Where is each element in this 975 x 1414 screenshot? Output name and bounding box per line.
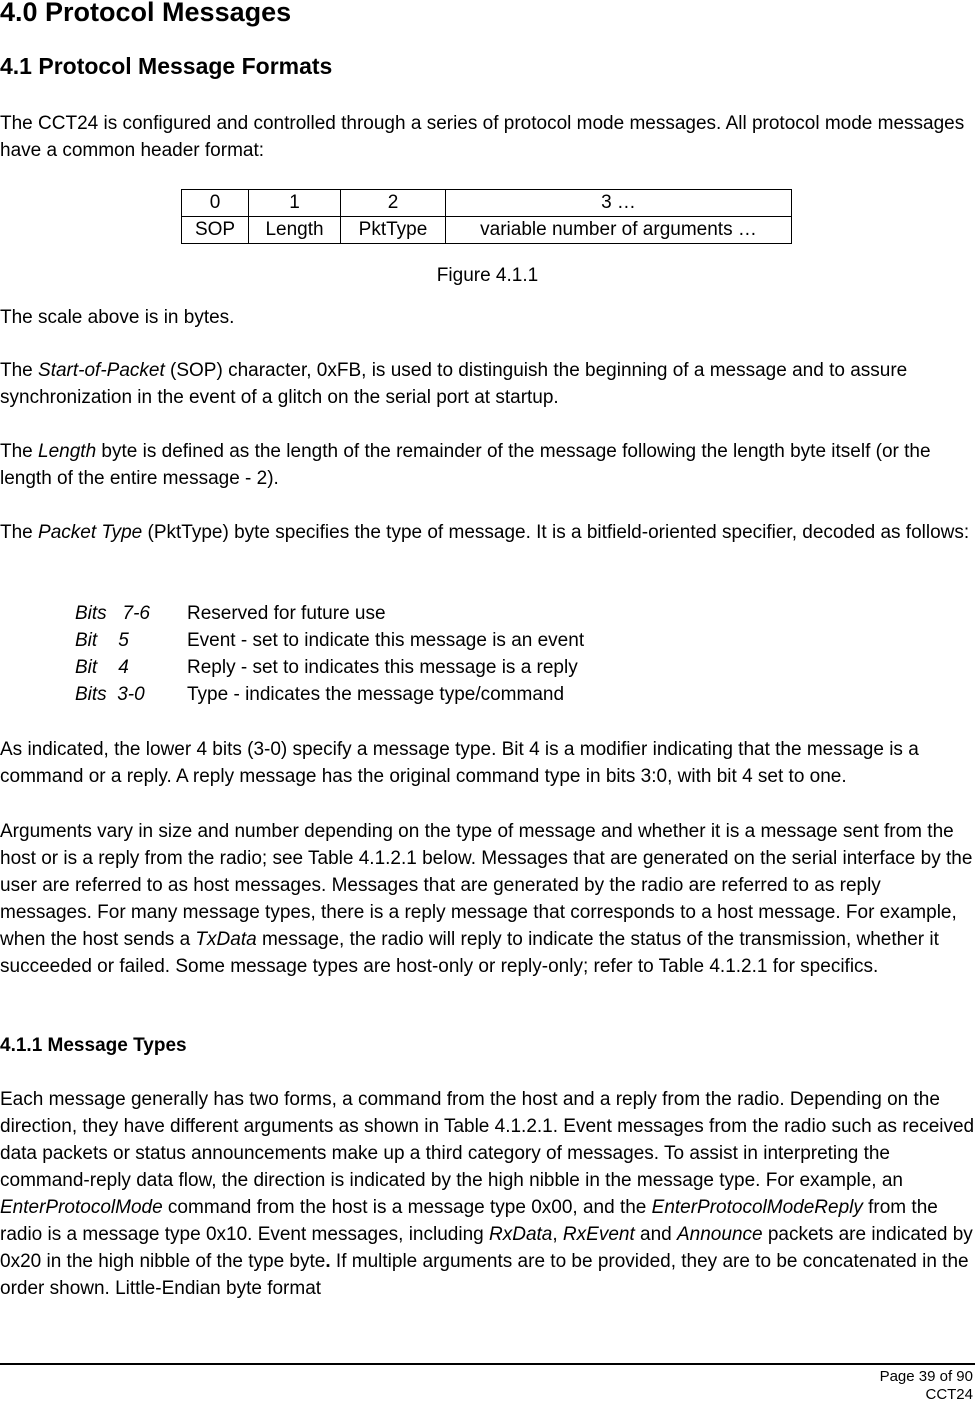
types-bold-period: .: [325, 1251, 331, 1272]
field-name-row: [182, 217, 792, 244]
types-text: ,: [552, 1224, 563, 1245]
scale-note: The scale above is in bytes.: [0, 307, 235, 328]
types-text: and: [634, 1224, 677, 1245]
types-text: command from the host is a message type 0x00, and the: [162, 1197, 652, 1218]
types-text: from the radio is a message type 0x10. Event messages, including: [0, 1197, 938, 1245]
field-name-cell: variable number of arguments …: [446, 217, 792, 244]
args-text-post: message, the radio will reply to indicate the status of the transmission, whether it succeeded or failed. Some message types are host-only or reply-only; refer to Table 4.1.2.1 for specifics.: [0, 929, 939, 977]
byte-index-cell: 2: [341, 190, 446, 217]
bitfield-desc: Reserved for future use: [187, 603, 386, 624]
message-types-paragraph: [0, 1086, 975, 1302]
page-footer: [880, 1368, 973, 1404]
pkttype-text-pre: The: [0, 522, 39, 543]
arguments-paragraph: [0, 818, 975, 980]
length-term: Length: [38, 441, 97, 462]
pkttype-term: Packet Type: [38, 522, 143, 543]
length-paragraph: [0, 438, 975, 492]
bitfield-desc: Event - set to indicate this message is an event: [187, 630, 585, 651]
length-text-pre: The: [0, 441, 39, 462]
document-id: CCT24: [925, 1386, 973, 1403]
bitfield-list: [75, 600, 584, 708]
sop-text-pre: The: [0, 360, 39, 381]
subsection-heading: 4.1 Protocol Message Formats: [0, 53, 333, 79]
sop-text-post: (SOP) character, 0xFB, is used to distinguish the beginning of a message and to assure synchronization in the event of a glitch on the serial port at startup.: [0, 360, 908, 408]
bitfield-desc: Type - indicates the message type/command: [187, 684, 565, 705]
bitfield-desc: Reply - set to indicates this message is a reply: [187, 657, 578, 678]
types-term: EnterProtocolMode: [0, 1197, 163, 1218]
txdata-term: TxData: [195, 929, 257, 950]
sop-term: Start-of-Packet: [38, 360, 165, 381]
bitfield-row: [75, 600, 584, 627]
figure-caption: Figure 4.1.1: [436, 265, 539, 286]
pkttype-text-post: (PktType) byte specifies the type of message. It is a bitfield-oriented specifier, decoded as follows:: [142, 522, 970, 543]
sop-paragraph: [0, 357, 975, 411]
types-text: packets are indicated by 0x20 in the high nibble of the type byte: [0, 1224, 973, 1272]
types-term: EnterProtocolModeReply: [651, 1197, 863, 1218]
bitfield-bits: Bit 5: [75, 630, 129, 651]
indicated-paragraph: As indicated, the lower 4 bits (3-0) specify a message type. Bit 4 is a modifier indicating that the message is a command or a reply. A reply message has the original command type in bits 3:0, with bit 4 set to one.: [0, 739, 919, 787]
page-number: Page 39 of 90: [879, 1368, 973, 1385]
byte-index-cell: 3 …: [446, 190, 792, 217]
bitfield-bits: Bits 3-0: [75, 684, 145, 705]
field-name-cell: SOP: [182, 217, 249, 244]
byte-index-row: [182, 190, 792, 217]
bitfield-row: [75, 627, 584, 654]
subsubsection-heading: 4.1.1 Message Types: [0, 1035, 187, 1056]
args-text-pre: Arguments vary in size and number depending on the type of message and whether it is a message sent from the host or is a reply from the radio; see Table 4.1.2.1 below. Messages that are generated on the serial interface by the user are referred to as host messages. Messages that are generated by the radio are referred to as reply messages. For many message types, there is a reply message that corresponds to a host message. For example, when the host sends a: [0, 821, 973, 950]
types-term: RxData: [489, 1224, 553, 1245]
types-term: RxEvent: [562, 1224, 635, 1245]
bitfield-bits: Bits 7-6: [75, 603, 150, 624]
footer-divider: [0, 1363, 975, 1365]
section-heading: 4.0 Protocol Messages: [0, 0, 292, 27]
bitfield-row: [75, 654, 584, 681]
intro-paragraph: The CCT24 is configured and controlled through a series of protocol mode messages. All protocol mode messages have a common header format:: [0, 113, 965, 161]
header-format-table: [181, 189, 792, 244]
pkttype-paragraph: [0, 519, 975, 546]
types-term: Announce: [677, 1224, 763, 1245]
types-text: If multiple arguments are to be provided, they are to be concatenated in the order shown. Little-Endian byte format: [0, 1251, 969, 1299]
field-name-cell: Length: [249, 217, 341, 244]
byte-index-cell: 0: [182, 190, 249, 217]
length-text-post: byte is defined as the length of the remainder of the message following the length byte itself (or the length of the entire message - 2).: [0, 441, 931, 489]
types-text: Each message generally has two forms, a command from the host and a reply from the radio. Depending on the direction, they have different arguments as shown in Table 4.1.2.1. Event messages from the radio such as received data packets or status announcements make up a third category of messages. To assist in interpreting the command-reply data flow, the direction is indicated by the high nibble in the message type. For example, an: [0, 1089, 975, 1191]
byte-index-cell: 1: [249, 190, 341, 217]
bitfield-row: [75, 681, 584, 708]
bitfield-bits: Bit 4: [75, 657, 129, 678]
field-name-cell: PktType: [341, 217, 446, 244]
